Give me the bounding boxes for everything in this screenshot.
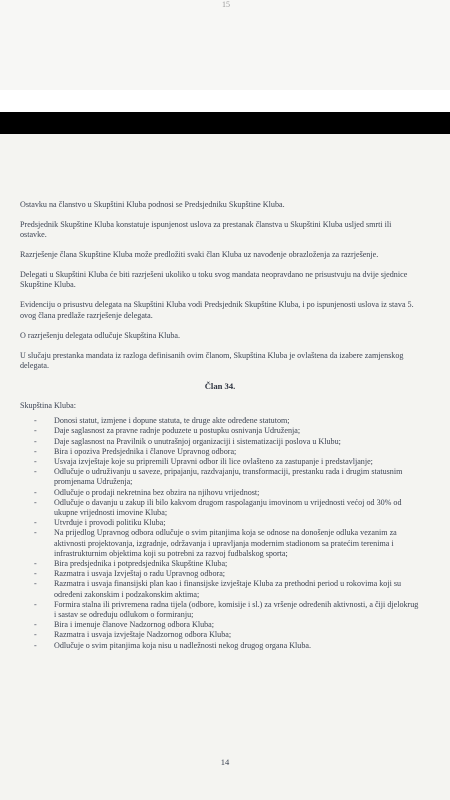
paragraph-3: Razrješenje člana Skupštine Kluba može predložiti svaki član Kluba uz navođenje obrazloženja za razrješenje. <box>20 250 379 260</box>
page-gap <box>0 90 450 112</box>
paragraph-2: Predsjednik Skupštine Kluba konstatuje ispunjenost uslova za prestanak članstva u Skupštini Kluba usljed smrti ili ostavke. <box>20 220 392 240</box>
paragraph-5: Evidenciju o prisustvu delegata na Skupštini Kluba vodi Predsjednik Skupštine Kluba, i po ispunjenosti uslova iz stava 5. ovog člana predlaže razrješenje delegata. <box>20 300 414 320</box>
previous-page-bottom <box>0 0 450 90</box>
list-item: - Utvrđuje i provodi politiku Kluba; <box>34 518 420 528</box>
list-item: - Odlučuje o udruživanju u saveze, pripajanju, razdvajanju, transformaciji, prestanku rada i drugim statusnim promjenama Udruženja; <box>34 467 420 487</box>
list-item: - Odlučuje o svim pitanjima koja nisu u nadležnosti nekog drugog organa Kluba. <box>34 641 420 651</box>
list-item: - Na prijedlog Upravnog odbora odlučuje o svim pitanjima koja se odnose na donošenje odluka vezanim za aktivnosti projektovanja, izgradnje, održavanja i upravljanja modernim stadionom sa pratećim terenima i infrastrukturnim objektima koji su potrebni za razvoj fudbalskog sporta; <box>34 528 420 559</box>
list-item: - Donosi statut, izmjene i dopune statuta, te druge akte određene statutom; <box>34 416 420 426</box>
list-item: - Razmatra i usvaja izvještaje Nadzornog odbora Kluba; <box>34 630 420 640</box>
list-item: - Odlučuje o prodaji nekretnina bez obzira na njihovu vrijednost; <box>34 488 420 498</box>
scan-edge-bar <box>0 112 450 134</box>
list-item: - Daje saglasnost za pravne radnje poduzete u postupku osnivanja Udruženja; <box>34 426 420 436</box>
list-item: - Razmatra i usvaja finansijski plan kao i finansijske izvještaje Kluba za prethodni period u rokovima koji su određeni zakonskim i podzakonskim aktima; <box>34 579 420 599</box>
list-item: - Odlučuje o davanju u zakup ili bilo kakvom drugom raspolaganju imovinom u vrijednosti većoj od 30% od ukupne vrijednosti imovine Kluba; <box>34 498 420 518</box>
document-body <box>20 200 420 651</box>
list-item: - Usvaja izvještaje koje su pripremili Upravni odbor ili lice ovlašteno za zastupanje i predstavljanje; <box>34 457 420 467</box>
list-item: - Bira i imenuje članove Nadzornog odbora Kluba; <box>34 620 420 630</box>
paragraph-6: O razrješenju delegata odlučuje Skupština Kluba. <box>20 330 181 340</box>
paragraph-4: Delegati u Skupštini Kluba će biti razrješeni ukoliko u toku svog mandata neopravdano ne prisustvuju na dvije sjednice Skupštine Kluba. <box>20 270 408 290</box>
list-item: - Razmatra i usvaja Izvještaj o radu Upravnog odbora; <box>34 569 420 579</box>
list-intro: Skupština Kluba: <box>20 401 76 411</box>
list-item: - Bira i opoziva Predsjednika i članove Upravnog odbora; <box>34 447 420 457</box>
paragraph-7: U slučaju prestanka mandata iz razloga definisanih ovim članom, Skupština Kluba je ovlaštena da izabere zamjenskog delegata. <box>20 350 404 370</box>
list-item: - Formira stalna ili privremena radna tijela (odbore, komisije i sl.) za vršenje određenih aktivnosti, a čiji djelokrug i sastav se određuju odlukom o formiranju; <box>34 600 420 620</box>
list-item: - Daje saglasnost na Pravilnik o unutrašnjoj organizaciji i sistematizaciji poslova u Klubu; <box>34 437 420 447</box>
previous-page-number: 15 <box>222 0 230 9</box>
list-item: - Bira predsjednika i potpredsjednika Skupštine Kluba; <box>34 559 420 569</box>
powers-list <box>20 416 420 651</box>
paragraph-1: Ostavku na članstvo u Skupštini Kluba podnosi se Predsjedniku Skupštine Kluba. <box>20 200 285 209</box>
article-heading: Član 34. <box>204 380 236 391</box>
page-number: 14 <box>220 757 230 767</box>
